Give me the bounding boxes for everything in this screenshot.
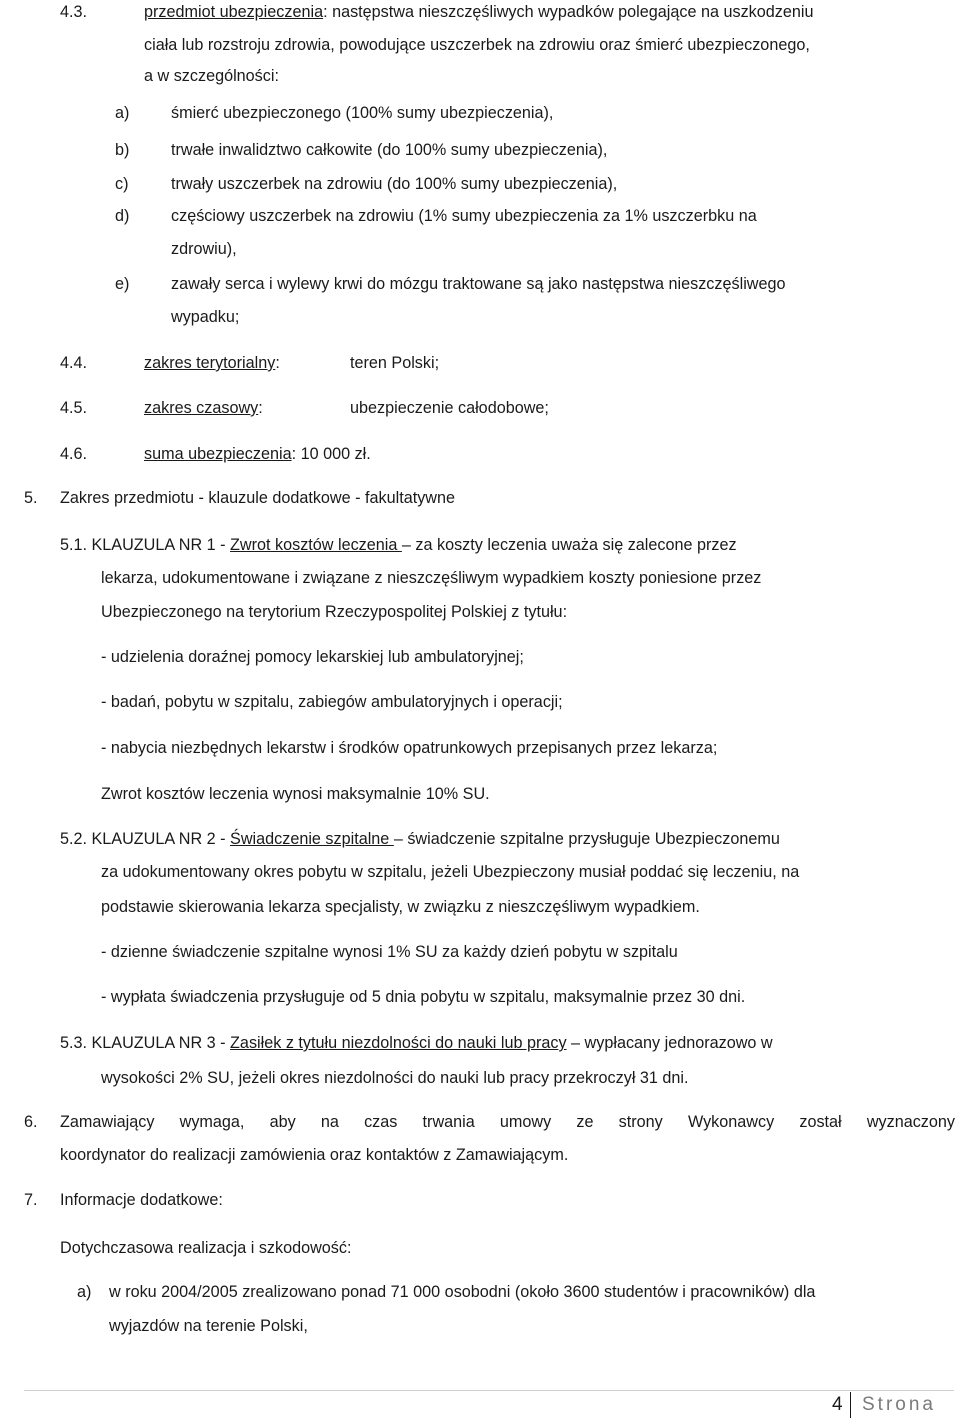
clause-1-line1: 5.1. KLAUZULA NR 1 - Zwrot kosztów leczenia – za koszty leczenia uważa się zalecone przez xyxy=(60,536,737,554)
clause-1-bullet-1: - udzielenia doraźnej pomocy lekarskiej lub ambulatoryjnej; xyxy=(101,648,524,666)
list-letter-a: a) xyxy=(115,104,130,122)
section-7-title: Informacje dodatkowe: xyxy=(60,1191,223,1209)
list-item-e-cont: wypadku; xyxy=(171,308,240,326)
section-4-3-line1 xyxy=(144,2,813,22)
section-4-4-label: zakres terytorialny: xyxy=(144,354,280,372)
section-4-5-value: ubezpieczenie całodobowe; xyxy=(350,399,549,417)
list-item-a: śmierć ubezpieczonego (100% sumy ubezpieczenia), xyxy=(171,104,554,122)
footer-separator xyxy=(850,1392,851,1418)
clause-1-line3: Ubezpieczonego na terytorium Rzeczypospolitej Polskiej z tytułu: xyxy=(101,603,568,621)
term-suma-ubezpieczenia: suma ubezpieczenia xyxy=(144,445,292,463)
clause-2-bullet-1: - dzienne świadczenie szpitalne wynosi 1% SU za każdy dzień pobytu w szpitalu xyxy=(101,943,678,961)
term-zakres-terytorialny: zakres terytorialny xyxy=(144,354,276,372)
clause-3-line2: wysokości 2% SU, jeżeli okres niezdolności do nauki lub pracy przekroczył 31 dni. xyxy=(101,1069,689,1087)
term-zwrot-kosztow-leczenia: Zwrot kosztów leczenia xyxy=(230,536,402,554)
clause-3-line1: 5.3. KLAUZULA NR 3 - Zasiłek z tytułu niezdolności do nauki lub pracy – wypłacany jednorazowo w xyxy=(60,1034,773,1052)
section-4-5-label: zakres czasowy: xyxy=(144,399,263,417)
list-item-d-cont: zdrowiu), xyxy=(171,240,237,258)
list-item-b: trwałe inwalidztwo całkowite (do 100% sumy ubezpieczenia), xyxy=(171,141,608,159)
section-4-3-line2: ciała lub rozstroju zdrowia, powodujące uszczerbek na zdrowiu oraz śmierć ubezpieczonego, xyxy=(144,36,810,54)
list-item-c: trwały uszczerbek na zdrowiu (do 100% sumy ubezpieczenia), xyxy=(171,175,618,193)
clause-2-line1: 5.2. KLAUZULA NR 2 - Świadczenie szpitalne – świadczenie szpitalne przysługuje Ubezpieczonemu xyxy=(60,830,780,848)
list-letter-b: b) xyxy=(115,141,130,159)
term-swiadczenie-szpitalne: Świadczenie szpitalne xyxy=(230,830,394,848)
term-przedmiot-ubezpieczenia: przedmiot ubezpieczenia xyxy=(144,3,324,21)
list-letter-e: e) xyxy=(115,275,130,293)
section-4-6-line: suma ubezpieczenia: 10 000 zł. xyxy=(144,445,371,463)
clause-1-bullet-3: - nabycia niezbędnych lekarstw i środków opatrunkowych przepisanych przez lekarza; xyxy=(101,739,718,757)
section-7-item-a-line1: w roku 2004/2005 zrealizowano ponad 71 000 osobodni (około 3600 studentów i pracowników) dla xyxy=(109,1283,816,1301)
section-5-title: Zakres przedmiotu - klauzule dodatkowe - fakultatywne xyxy=(60,489,455,507)
term-zakres-czasowy: zakres czasowy xyxy=(144,399,259,417)
clause-1-line2: lekarza, udokumentowane i związane z nieszczęśliwym wypadkiem koszty poniesione przez xyxy=(101,569,762,587)
footer-divider xyxy=(24,1390,954,1391)
section-6-line1: Zamawiający wymaga, aby na czas trwania umowy ze strony Wykonawcy został wyznaczony xyxy=(60,1113,955,1131)
term-zasilek: Zasiłek z tytułu niezdolności do nauki lub pracy xyxy=(230,1034,567,1052)
list-letter-d: d) xyxy=(115,207,130,225)
section-6-line2: koordynator do realizacji zamówienia oraz kontaktów z Zamawiającym. xyxy=(60,1146,569,1164)
section-4-3-line3: a w szczególności: xyxy=(144,67,279,85)
section-7-item-a-letter: a) xyxy=(77,1283,92,1301)
list-letter-c: c) xyxy=(115,175,129,193)
clause-2-bullet-2: - wypłata świadczenia przysługuje od 5 dnia pobytu w szpitalu, maksymalnie przez 30 dni. xyxy=(101,988,746,1006)
section-4-5-number: 4.5. xyxy=(60,399,88,417)
section-7-subtitle: Dotychczasowa realizacja i szkodowość: xyxy=(60,1239,352,1257)
list-item-e: zawały serca i wylewy krwi do mózgu traktowane są jako następstwa nieszczęśliwego xyxy=(171,275,786,293)
page-label: Strona xyxy=(862,1394,936,1415)
clause-2-line3: podstawie skierowania lekarza specjalisty, w związku z nieszczęśliwym wypadkiem. xyxy=(101,898,700,916)
section-6-number: 6. xyxy=(24,1113,38,1131)
list-item-d: częściowy uszczerbek na zdrowiu (1% sumy ubezpieczenia za 1% uszczerbku na xyxy=(171,207,757,225)
section-4-6-number: 4.6. xyxy=(60,445,88,463)
section-4-4-number: 4.4. xyxy=(60,354,88,372)
clause-2-line2: za udokumentowany okres pobytu w szpitalu, jeżeli Ubezpieczony musiał poddać się leczeniu, na xyxy=(101,863,800,881)
section-4-3-text1: : następstwa nieszczęśliwych wypadków polegające na uszkodzeniu xyxy=(323,3,814,21)
clause-1-limit: Zwrot kosztów leczenia wynosi maksymalnie 10% SU. xyxy=(101,785,490,803)
section-5-number: 5. xyxy=(24,489,38,507)
page-number: 4 xyxy=(832,1394,843,1415)
section-4-4-value: teren Polski; xyxy=(350,354,440,372)
section-7-number: 7. xyxy=(24,1191,38,1209)
clause-1-bullet-2: - badań, pobytu w szpitalu, zabiegów ambulatoryjnych i operacji; xyxy=(101,693,563,711)
section-7-item-a-line2: wyjazdów na terenie Polski, xyxy=(109,1317,308,1335)
section-4-3-number: 4.3. xyxy=(60,3,88,21)
